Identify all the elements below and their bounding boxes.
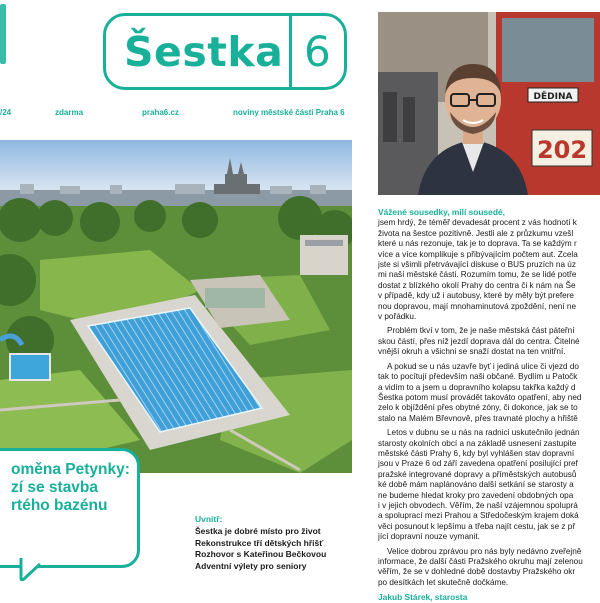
speech-bubble-tail (18, 558, 44, 582)
price-label: zdarma (55, 108, 84, 117)
headline-line-3: rtého bazénu (11, 497, 108, 514)
article-paragraph-4 (378, 428, 600, 542)
article-paragraph-2 (378, 326, 600, 357)
article-line: života na šestce pozitivně. Jestli ale z průzkumu vzešl (378, 228, 574, 238)
headline-line-1: oměna Petynky: (11, 461, 130, 478)
article-line: Letos v dubnu se u nás na radnici uskutečnilo jednán (387, 428, 580, 438)
inside-contents (195, 514, 355, 572)
article-paragraph-5 (378, 547, 600, 589)
tram-destination-sign: DĚDINA (533, 92, 573, 102)
inside-item[interactable]: Rozhovor s Kateřinou Bečkovou (195, 549, 327, 560)
headline-line-2: zí se stavba (11, 479, 99, 496)
article-line: dostat z blízkého okolí Prahy do centra či k nám na Še (378, 280, 576, 290)
article-line: věci posunout k lepšímu a třeba najít cestu, jak se z př (378, 521, 576, 531)
article-line: stalo na Malém Břevnově, přes travnaté plochy a hřiště (378, 413, 578, 423)
article-line: informace, že další části Pražského okruhu mají zelenou (378, 557, 583, 566)
website-link[interactable]: praha6.cz (142, 108, 179, 117)
article-line: věřím, že se v dohledné době dostavby Pražského okr (378, 567, 576, 577)
article-line: více a více komplikuje s přibývajícím počtem aut. Zcela (378, 249, 578, 259)
article-line: starosty okolních obcí a na základě usnesení zastupite (378, 438, 577, 448)
article-line: tak to pocítují především naši občané. Bydlím u Patočk (378, 372, 578, 382)
logo-number: 6 (304, 27, 331, 76)
article-line: i v jejich obvodech. Věřím, že naší vzájemnou spoluprá (378, 500, 578, 510)
article-line: a vidím to a jsem u dopravního kolapsu takřka každý d (378, 382, 576, 392)
article-line: v případě, kdy už i autobusy, které by měly být prefere (378, 291, 574, 301)
previous-page-edge (0, 0, 14, 80)
article-line: mi naší městské části. Rozumím tomu, že se lidé potře (378, 270, 577, 280)
inside-item[interactable]: Adventní výlety pro seniory (195, 560, 307, 571)
editorial-article (378, 207, 600, 603)
cover-headline-box[interactable] (0, 448, 140, 568)
tagline: noviny městské části Praha 6 (233, 108, 345, 117)
article-line: Velice dobrou zprávou pro nás byly nedávno zveřejně (387, 546, 582, 556)
article-line: Problém tkví v tom, že je naše městská část páteřní (387, 326, 575, 336)
article-line: skou částí, přes níž jezdí doprava dál do centra. Čitelné (378, 336, 580, 346)
masthead-meta (0, 108, 352, 122)
article-line: v pořádku. (378, 312, 417, 322)
mayor-portrait-photo (378, 12, 600, 195)
article-line: pražské integrované dopravy a příměstských autobusů (378, 469, 577, 479)
article-signature: Jakub Stárek, starosta (378, 592, 468, 603)
article-line: vnější okruh a všichni se snaží dostat na ten vnitřní. (378, 347, 566, 357)
article-line: jste si všimli přetrvávající diskuse o BUS pruzích na úz (378, 260, 576, 270)
cover-photo-pool (0, 140, 352, 473)
article-line: městské části Prahy 6, kdy byl vyhlášen stav dopravní (378, 448, 575, 458)
article-line: A pokud se u nás uzavře byť i jediná ulice či vjezd do (387, 361, 579, 371)
article-line: ne budeme hledat kroky pro zavedení obdobných opa (378, 490, 574, 500)
tram-number: 202 (536, 136, 588, 164)
article-paragraph-3 (378, 362, 600, 424)
article-line: po desítkách let skutečně dočkáme. (378, 577, 509, 587)
logo-divider (289, 13, 292, 90)
article-line: ké době mám naplánováno další setkání se starosty a (378, 480, 574, 490)
article-line: jsou v Praze 6 od září zavedena opatření posilující pref (378, 459, 578, 469)
article-line: nou dopravou, mají mnohaminutová zpoždění, není ne (378, 301, 576, 311)
portrait-illustration (378, 12, 600, 195)
inside-title: Uvnitř: (195, 514, 223, 524)
aerial-pool-illustration (0, 140, 352, 473)
inside-item[interactable]: Rekonstrukce tří dětských hřišť (195, 537, 324, 548)
article-line: které u nás rezonuje, tak je to doprava. Ta se každým r (378, 239, 577, 249)
article-line: a spoluprací mezi Prahou a Středočeským krajem doká (378, 511, 579, 521)
article-line: jsem hrdý, že téměř devadesát procent z vás hodnotí k (378, 218, 577, 228)
issue-number: /24 (0, 108, 12, 117)
inside-item[interactable]: Šestka je dobré místo pro život (195, 526, 321, 536)
article-line: jící dopravní nouze vymanit. (378, 532, 480, 542)
article-paragraph-1 (378, 218, 600, 322)
article-greeting: Vážené sousedky, milí sousedé, (378, 207, 505, 217)
article-line: zelo k objíždění přes obytné zóny, či dokonce, jak se to (378, 403, 578, 413)
logo-word: Šestka (124, 27, 284, 76)
article-line: Šestka potom musí provádět takováto opatření, aby ned (378, 392, 582, 402)
masthead-logo (103, 13, 347, 90)
